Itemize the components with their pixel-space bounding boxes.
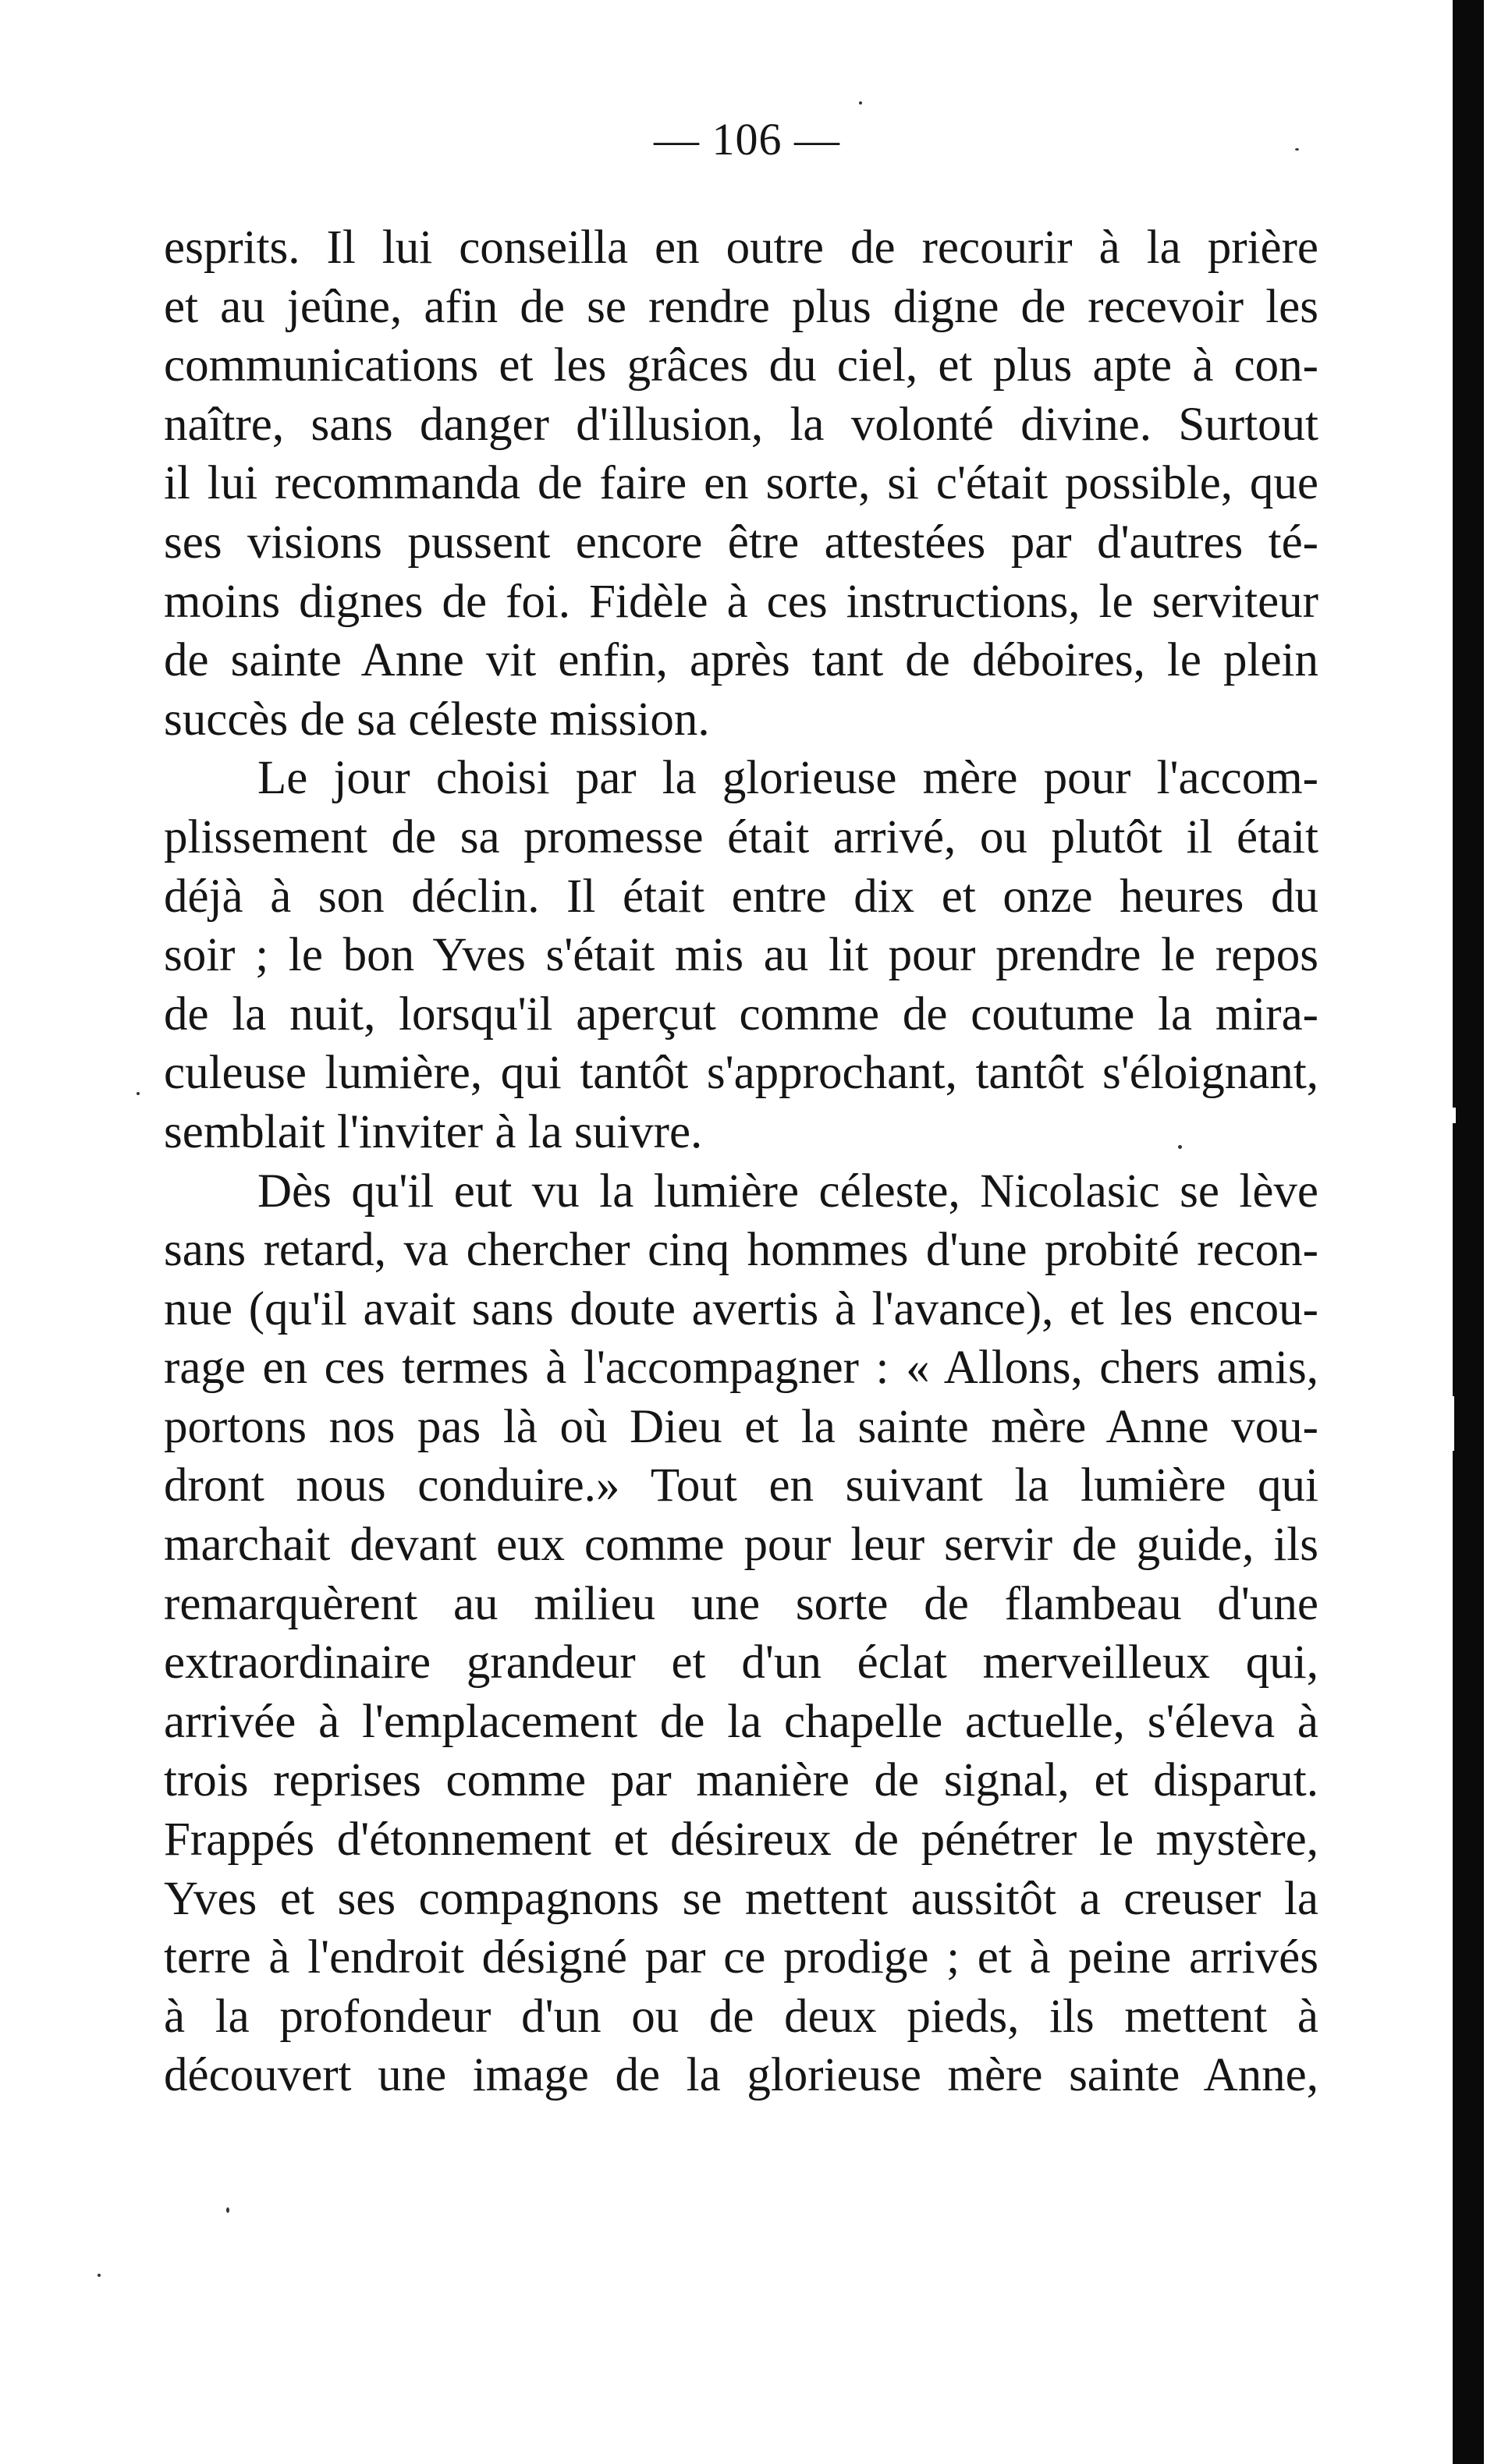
text-line: extraordinaire grandeur et d'un éclat merveilleux qui, xyxy=(164,1636,1318,1689)
scan-speck xyxy=(859,101,862,105)
text-line: moins dignes de foi. Fidèle à ces instructions, le serviteur xyxy=(164,575,1318,628)
scan-speck xyxy=(1295,148,1299,151)
body-text xyxy=(164,218,1318,2105)
page-edge-notch xyxy=(1445,1108,1456,1123)
text-line: succès de sa céleste mission. xyxy=(164,693,710,746)
text-line: soir ; le bon Yves s'était mis au lit pour prendre le repos xyxy=(164,929,1318,982)
text-line: marchait devant eux comme pour leur servir de guide, ils xyxy=(164,1519,1318,1572)
text-line: dront nous conduire.» Tout en suivant la lumière qui xyxy=(164,1459,1318,1512)
text-line: Le jour choisi par la glorieuse mère pour l'accom- xyxy=(257,752,1318,805)
text-line: nue (qu'il avait sans doute avertis à l'avance), et les encou- xyxy=(164,1282,1318,1335)
text-line: Frappés d'étonnement et désireux de pénétrer le mystère, xyxy=(164,1813,1318,1867)
scan-speck xyxy=(98,2274,101,2277)
paragraph-3 xyxy=(164,1162,1318,2106)
page-edge-notch xyxy=(1428,1396,1454,1451)
text-line: à la profondeur d'un ou de deux pieds, ils mettent à xyxy=(164,1990,1318,2043)
text-line: découvert une image de la glorieuse mère sainte Anne, xyxy=(164,2049,1318,2102)
text-line: Yves et ses compagnons se mettent aussitôt a creuser la xyxy=(164,1872,1318,1925)
paragraph-1 xyxy=(164,218,1318,749)
text-line: il lui recommanda de faire en sorte, si c'était possible, que xyxy=(164,457,1318,510)
text-line: ses visions pussent encore être attestées par d'autres té- xyxy=(164,516,1318,569)
text-line: communications et les grâces du ciel, et plus apte à con- xyxy=(164,339,1318,392)
text-line: semblait l'inviter à la suivre. xyxy=(164,1105,703,1158)
scan-speck xyxy=(226,2207,229,2213)
text-line: déjà à son déclin. Il était entre dix et onze heures du xyxy=(164,870,1318,923)
text-line: Dès qu'il eut vu la lumière céleste, Nicolasic se lève xyxy=(257,1165,1318,1218)
text-line: terre à l'endroit désigné par ce prodige ; et à peine arrivés xyxy=(164,1931,1318,1984)
scan-speck xyxy=(137,1092,140,1095)
text-line: naître, sans danger d'illusion, la volonté divine. Surtout xyxy=(164,398,1318,451)
text-line: remarquèrent au milieu une sorte de flambeau d'une xyxy=(164,1577,1318,1630)
text-line: trois reprises comme par manière de signal, et disparut. xyxy=(164,1754,1318,1807)
scan-speck xyxy=(1178,1145,1182,1149)
text-line: portons nos pas là où Dieu et la sainte mère Anne vou- xyxy=(164,1400,1318,1453)
text-line: plissement de sa promesse était arrivé, ou plutôt il était xyxy=(164,810,1318,863)
paragraph-2 xyxy=(164,749,1318,1161)
text-line: culeuse lumière, qui tantôt s'approchant, tantôt s'éloignant, xyxy=(164,1047,1318,1100)
page-number: — 106 — xyxy=(654,114,840,165)
text-line: arrivée à l'emplacement de la chapelle actuelle, s'éleva à xyxy=(164,1695,1318,1748)
text-line: esprits. Il lui conseilla en outre de recourir à la prière xyxy=(164,222,1318,274)
text-line: rage en ces termes à l'accompagner : « Allons, chers amis, xyxy=(164,1342,1318,1395)
text-line: de la nuit, lorsqu'il aperçut comme de coutume la mira- xyxy=(164,987,1318,1041)
page-binding-edge xyxy=(1453,0,1484,2464)
text-line: et au jeûne, afin de se rendre plus digne de recevoir les xyxy=(164,280,1318,333)
text-line: sans retard, va chercher cinq hommes d'une probité recon- xyxy=(164,1224,1318,1277)
text-line: de sainte Anne vit enfin, après tant de déboires, le plein xyxy=(164,634,1318,687)
